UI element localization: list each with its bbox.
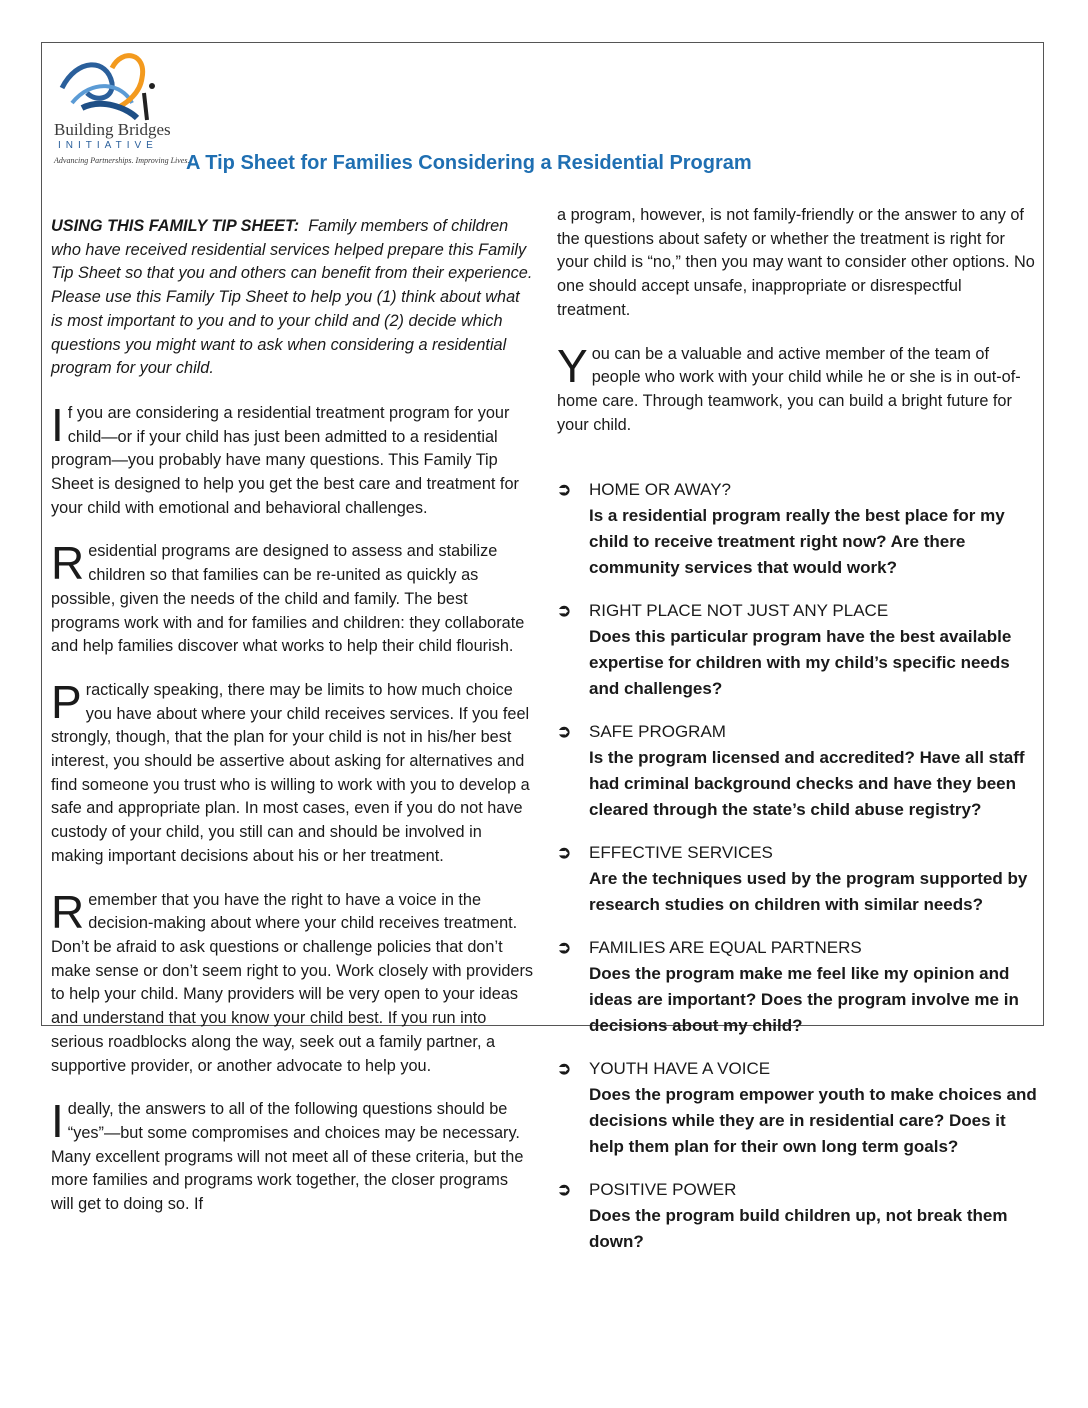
question-item bbox=[557, 1177, 1037, 1255]
paragraph-text: emember that you have the right to have a voice in the decision-making about where your child receives treatment. Don’t be afraid to ask questions or challenge policies that don’t make sense or don’t seem right to you. Work closely with providers to help your child. Many providers will be very open to your ideas and understand that you know your child best. If you run into serious roadblocks along the way, seek out a family partner, a supportive provider, or another advocate to help you. bbox=[51, 890, 534, 1075]
question-heading: HOME OR AWAY? bbox=[589, 480, 732, 500]
right-column bbox=[557, 204, 1037, 1272]
arrow-bullet-icon: ➲ bbox=[557, 938, 572, 958]
drop-cap: I bbox=[51, 398, 64, 451]
paragraph-text: ractically speaking, there may be limits to how much choice you have about where your child receives services. If you feel strongly, though, that the plan for your child is not in his/her best interest, you should be assertive about asking for alternatives and find someone you trust who is willing to work with you to develop a safe and appropriate plan. In most cases, even if you do not have custody of your child, you still can and should be involved in making important decisions about his or her treatment. bbox=[51, 680, 530, 865]
question-heading: EFFECTIVE SERVICES bbox=[589, 843, 773, 863]
arrow-bullet-icon: ➲ bbox=[557, 722, 572, 742]
intro-label: USING THIS FAMILY TIP SHEET: bbox=[51, 217, 300, 235]
question-item bbox=[557, 1056, 1037, 1160]
logo-tagline: Advancing Partnerships. Improving Lives. bbox=[54, 156, 190, 165]
question-text: Is a residential program really the best place for my child to receive treatment right now? Are there community services that would work? bbox=[589, 506, 1005, 578]
logo-name: Building Bridges bbox=[54, 120, 171, 139]
drop-cap: Y bbox=[557, 339, 588, 392]
question-heading: YOUTH HAVE A VOICE bbox=[589, 1059, 771, 1079]
paragraph bbox=[557, 339, 1037, 438]
paragraph-text: esidential programs are designed to assess and stabilize children so that families can be re-united as quickly as possible, given the needs of the child and family. The best programs work with and for families and children: they collaborate and help families discover what works to help their child flourish. bbox=[51, 542, 525, 656]
question-heading: FAMILIES ARE EQUAL PARTNERS bbox=[589, 938, 862, 958]
arrow-bullet-icon: ➲ bbox=[557, 601, 572, 621]
question-item bbox=[557, 598, 1037, 702]
arrow-bullet-icon: ➲ bbox=[557, 480, 572, 500]
drop-cap: I bbox=[51, 1095, 64, 1148]
question-text: Are the techniques used by the program supported by research studies on children with similar needs? bbox=[589, 869, 1028, 915]
paragraph bbox=[51, 1095, 533, 1217]
question-text: Does the program empower youth to make choices and decisions while they are in residential care? Does it help them plan for their own long term goals? bbox=[589, 1085, 1037, 1157]
question-item bbox=[557, 719, 1037, 823]
question-text: Does the program build children up, not break them down? bbox=[589, 1206, 1008, 1252]
question-list bbox=[557, 477, 1037, 1255]
paragraph-text: f you are considering a residential treatment program for your child—or if your child has just been admitted to a residential program—you probably have many questions. This Family Tip Sheet is designed to help you get the best care and treatment for your child with emotional and behavioral challenges. bbox=[51, 403, 519, 517]
paragraph bbox=[51, 537, 533, 659]
paragraph-text: deally, the answers to all of the following questions should be “yes”—but some compromises and choices may be necessary. Many excellent programs will not meet all of these criteria, but the more families and programs work together, the closer programs will get to doing so. If bbox=[51, 1100, 524, 1214]
drop-cap: R bbox=[51, 885, 85, 938]
paragraph bbox=[51, 885, 534, 1079]
paragraph-text: ou can be a valuable and active member of the team of people who work with your child while he or she is in out-of-home care. Through teamwork, you can build a bright future for your child. bbox=[557, 344, 1021, 434]
continuation-paragraph: a program, however, is not family-friendly or the answer to any of the questions about safety or whether the treatment is right for your child is “no,” then you may want to consider other options. No one should accept unsafe, inappropriate or disrespectful treatment. bbox=[557, 206, 1035, 319]
building-bridges-logo-icon bbox=[52, 48, 182, 173]
paragraph bbox=[51, 675, 533, 869]
question-heading: SAFE PROGRAM bbox=[589, 722, 726, 742]
arrow-bullet-icon: ➲ bbox=[557, 843, 572, 863]
drop-cap: P bbox=[51, 675, 82, 728]
drop-cap: R bbox=[51, 537, 85, 590]
document-title: A Tip Sheet for Families Considering a Residential Program bbox=[186, 152, 752, 174]
question-text: Does the program make me feel like my opinion and ideas are important? Does the program involve me in decisions about my child? bbox=[589, 964, 1019, 1036]
left-column bbox=[51, 215, 533, 1237]
question-item bbox=[557, 840, 1037, 918]
question-text: Does this particular program have the best available expertise for children with my child’s specific needs and challenges? bbox=[589, 627, 1012, 699]
intro-text: Family members of children who have received residential services helped prepare this Family Tip Sheet so that you and others can benefit from their experience. Please use this Family Tip Sheet to help you (1) think about what is most important to you and to your child and (2) decide which questions you might want to ask when considering a residential program for your child. bbox=[51, 217, 533, 378]
logo-subtitle: INITIATIVE bbox=[58, 140, 158, 151]
arrow-bullet-icon: ➲ bbox=[557, 1180, 572, 1200]
question-text: Is the program licensed and accredited? Have all staff had criminal background checks and have they been cleared through the state’s child abuse registry? bbox=[589, 748, 1025, 820]
intro-paragraph bbox=[51, 215, 533, 381]
question-item bbox=[557, 935, 1037, 1039]
question-heading: RIGHT PLACE NOT JUST ANY PLACE bbox=[589, 601, 889, 621]
paragraph bbox=[51, 398, 533, 521]
question-heading: POSITIVE POWER bbox=[589, 1180, 737, 1200]
question-item bbox=[557, 477, 1037, 581]
arrow-bullet-icon: ➲ bbox=[557, 1059, 572, 1079]
